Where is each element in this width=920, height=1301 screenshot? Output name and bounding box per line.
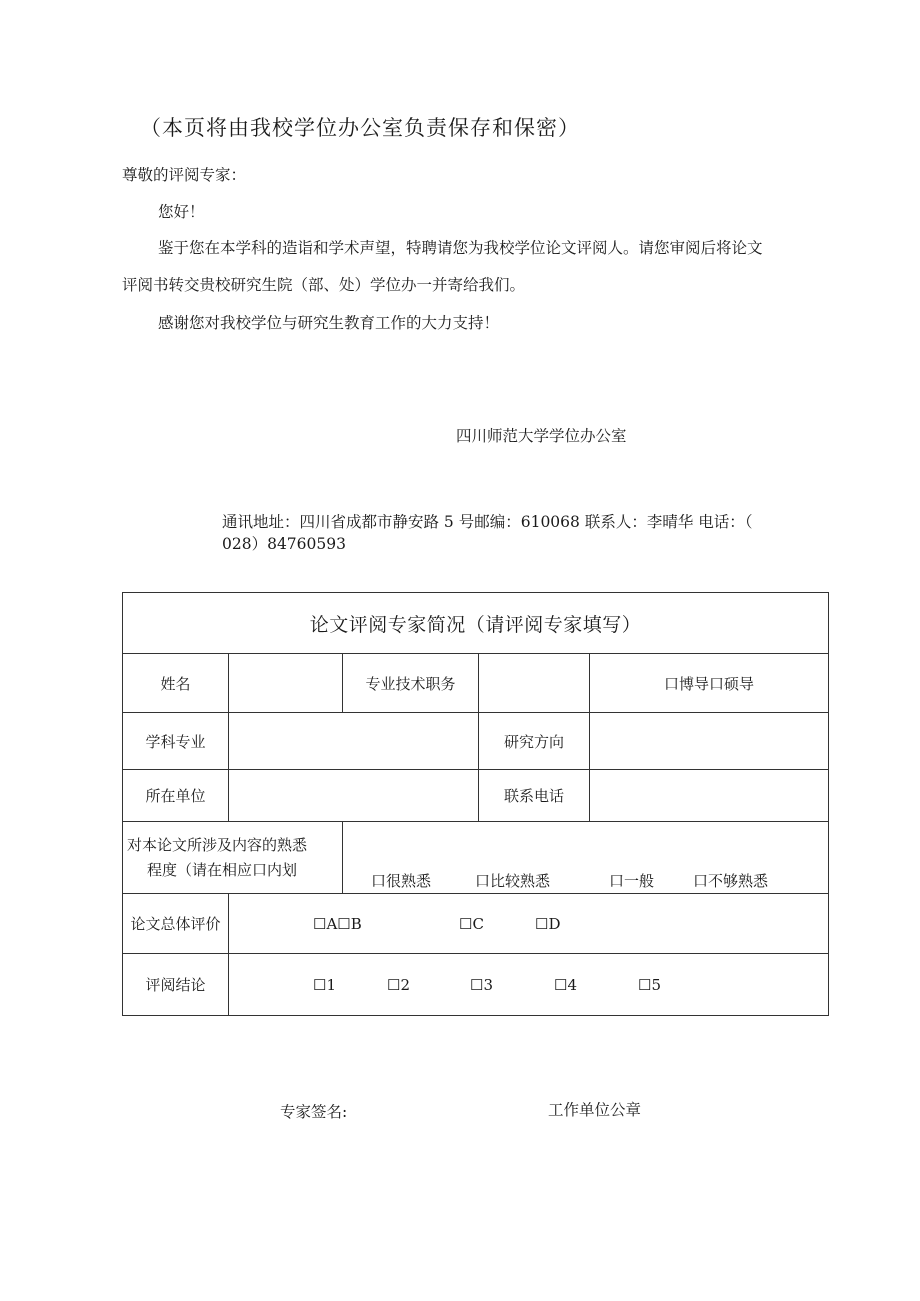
header-note: （本页将由我校学位办公室负责保存和保密） (140, 116, 580, 140)
supervisor-options[interactable]: 口博导口硕导 (590, 654, 829, 713)
letter-thanks: 感谢您对我校学位与研究生教育工作的大力支持！ (158, 314, 500, 332)
expert-signature-label: 专家签名: (280, 1103, 348, 1121)
reviewer-info-table (122, 592, 829, 1016)
overall-option-d[interactable]: ☐D (535, 914, 561, 933)
letter-salutation: 尊敬的评阅专家： (122, 166, 247, 184)
office-name: 四川师范大学学位办公室 (456, 427, 627, 445)
research-direction-label: 研究方向 (479, 713, 590, 770)
familiarity-option-not-enough[interactable]: 口不够熟悉 (693, 872, 769, 890)
overall-evaluation-options-cell (229, 894, 829, 954)
conclusion-option-1[interactable]: ☐1 (313, 975, 336, 994)
table-title: 论文评阅专家简况（请评阅专家填写） (123, 593, 829, 654)
familiarity-label-cell (123, 822, 343, 894)
conclusion-label: 评阅结论 (123, 954, 229, 1016)
research-direction-field[interactable] (590, 713, 829, 770)
letter-body-line-1: 鉴于您在本学科的造诣和学术声望，特聘请您为我校学位论文评阅人。请您审阅后将论文 (158, 239, 763, 257)
overall-evaluation-label: 论文总体评价 (123, 894, 229, 954)
letter-body-line-2: 评阅书转交贵校研究生院（部、处）学位办一并寄给我们。 (122, 276, 526, 294)
conclusion-option-4[interactable]: ☐4 (554, 975, 577, 994)
phone-label: 联系电话 (479, 770, 590, 822)
familiarity-label-line-2: 程度（请在相应口内划 (147, 860, 298, 879)
familiarity-option-very[interactable]: 口很熟悉 (371, 872, 432, 890)
overall-option-c[interactable]: ☐C (459, 914, 484, 933)
address-line-1: 通讯地址：四川省成都市静安路 5 号邮编：610068 联系人：李晴华 电话：（ (222, 513, 753, 531)
conclusion-option-2[interactable]: ☐2 (387, 975, 410, 994)
professional-title-field[interactable] (479, 654, 590, 713)
familiarity-label-line-1: 对本论文所涉及内容的熟悉 (127, 835, 308, 854)
address-line-2: 028）84760593 (222, 535, 346, 553)
unit-seal-label: 工作单位公章 (548, 1101, 642, 1119)
discipline-label: 学科专业 (123, 713, 229, 770)
unit-field[interactable] (229, 770, 479, 822)
unit-label: 所在单位 (123, 770, 229, 822)
conclusion-option-5[interactable]: ☐5 (638, 975, 661, 994)
overall-option-a-b[interactable]: ☐A☐B (313, 914, 362, 933)
professional-title-label: 专业技术职务 (343, 654, 479, 713)
letter-greeting: 您好！ (158, 203, 205, 221)
familiarity-option-fairly[interactable]: 口比较熟悉 (475, 872, 551, 890)
conclusion-options-cell (229, 954, 829, 1016)
discipline-field[interactable] (229, 713, 479, 770)
familiarity-option-general[interactable]: 口一般 (609, 872, 655, 890)
name-label: 姓名 (123, 654, 229, 713)
phone-field[interactable] (590, 770, 829, 822)
conclusion-option-3[interactable]: ☐3 (470, 975, 493, 994)
name-field[interactable] (229, 654, 343, 713)
familiarity-options-cell (343, 822, 829, 894)
